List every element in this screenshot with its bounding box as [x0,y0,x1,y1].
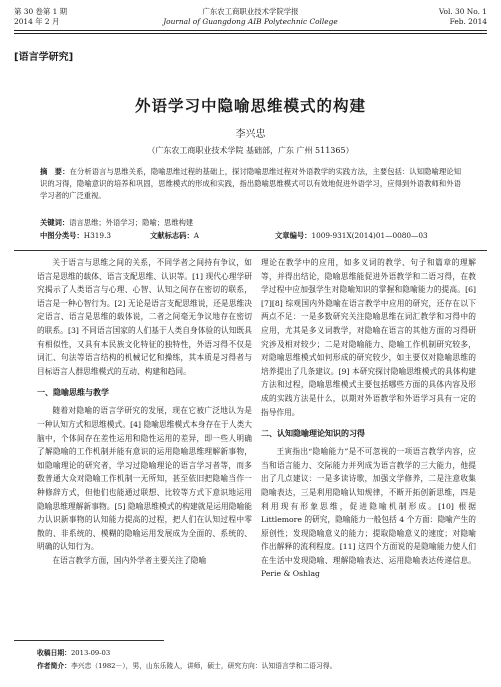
paragraph: 关于语言与思维之间的关系，不同学者之间持有争议，如语言是思维的载体、语言支配思维、认识等。[1] 现代心理学研究揭示了人类语言与心理、心智、认知之间存在密切的联系，语言是一种心智行为。[2] 无论是语言支配思维说，还是思维决定语言、语言是思维的载体说，二者之间毫无争议地存在密切的联系。[3] 不同语言国家的人们基于人类自身体验的认知既具有相似性，又具有本民族文化特征的独特性，外语习得不仅是词汇、句法等语言结构的机械记忆和操练，其本质是习得者与目标语言人群思维模式的互动、构建和趋同。 [37,258,252,376]
document-code [150,230,199,242]
section-heading-2: 二、认知隐喻理论知识的习得 [261,429,365,439]
footnote-rule [14,640,164,641]
article-author: 李兴忠 [235,129,266,140]
id-value: 1009-931X(2014)01—0080—03 [311,231,428,240]
header-center [14,7,487,27]
journal-name-cn: 广东农工商职业技术学院学报 [202,7,299,16]
clc-number [40,230,111,242]
section-heading-1: 一、隐喻思维与教学 [37,388,109,398]
doc-value: A [193,231,200,240]
footnote-received [37,648,110,658]
journal-name-en: Journal of Guangdong AIB Polytechnic College [163,17,338,26]
section-tag: [语言学研究] [14,52,74,63]
received-label: 收稿日期： [37,649,71,657]
paragraph: 随着对隐喻的语言学研究的发展，现在它被广泛地认为是一种认知方式和思维模式。[4] 隐喻思维模式本身存在于人类大脑中，个体间存在差性运用和隐性运用的差异，即一些人明确了解隐喻的工作机制并能有意识的运用隐喻思维理解新事物，如隐喻理论的研究者，学习过隐喻理论的语言学习者等，而多数普通大众对隐喻工作机制一无所知，甚至依旧把隐喻当作一种修辞方式，但他们也能通过联想、比较等方式下意识地运用隐喻思维理解新事物。[5] 隐喻思维模式的构建就是运用隐喻能力认识新事物的认知能力提高的过程，把人们在认知过程中零散的、非系统的、模糊的隐喻运用发展成为全面的、系统的、明确的认知行为。 [37,406,252,552]
paragraph: 王寅指出“隐喻能力”是不可忽视的一项语言教学内容，应当和语言能力、交际能力并列成为语言教学的三大能力，他提出了几点建议：一是多读诗歌，加强文学修养，二是注意收集隐喻表达，三是利用隐喻认知规律，不断开拓创新思维，四是利用现有形象思维，促进隐喻机制形成。[10] 根据 Littlemore 的研究，隐喻能力一般包括 4 个方面：隐喻产生的原创性；发现隐喻意义的能力；提取隐喻意义的速度；对隐喻作出解释的流利程度。[11] 这四个方面说的是隐喻能力使人们在生活中发现隐喻、理解隐喻表达、运用隐喻表达传递信息。Perie & Oshlag [261,447,476,579]
header-rule-thick [14,30,487,31]
author-bio: 李兴忠（1982－），男，山东乐陵人，讲师，硕士，研究方向：认知语言学和二语习得。 [70,662,337,670]
doc-label: 文献标志码： [150,231,194,240]
author-affiliation: （广东农工商职业技术学院 基础部，广东 广州 511365） [147,146,354,155]
abstract-label: 摘 要： [40,167,70,176]
abstract-text: 在分析语言与思维关系，隐喻思维过程的基础上，探讨隐喻思维过程对外语教学的实践方法，主要包括：认知隐喻理论知识的习得，隐喻意识的培养和巩固，思维模式的形成和实践，指出隐喻思维模式可以有效地促进外语学习，应得到外语教师和外语学习者的广泛重视。 [40,167,462,200]
received-date: 2013-09-03 [70,649,111,657]
abstract-divider [14,250,487,251]
header-rule-thin [14,33,487,34]
keywords-text: 语言思维；外语学习；隐喻；思维构建 [69,218,194,227]
publication-date: 2014 年 2 月 [14,17,60,26]
clc-label: 中图分类号： [40,231,84,240]
volume-issue: 第 30 卷第 1 期 [14,7,68,16]
header-right [439,7,487,27]
paragraph: 在语言教学方面，国内外学者主要关注了隐喻 [52,555,207,565]
clc-value: H319.3 [83,231,112,240]
keywords-label: 关键词： [40,218,70,227]
running-header [14,7,487,37]
body-column-right [261,256,476,630]
author-bio-label: 作者简介： [37,662,71,670]
id-label: 文章编号： [275,231,312,240]
publication-date-en: Feb. 2014 [449,17,487,26]
keywords [40,217,461,229]
body-column-left [37,256,252,636]
article-title: 外语学习中隐喻思维模式的构建 [134,97,366,115]
footnote-author [37,661,336,671]
volume-issue-en: Vol. 30 No. 1 [438,7,487,16]
article-id [275,230,428,242]
abstract [40,166,461,201]
paragraph: 理论在教学中的应用，如多义词的教学、句子和篇章的理解等，并得出结论，隐喻思维能促进外语教学和二语习得，在教学过程中应加强学生对隐喻知识的掌握和隐喻能力的提高。[6][7][8] 综观国内外隐喻在语言教学中应用的研究，还存在以下两点不足：一是多数研究关注隐喻思维在词汇教学和习得中的应用，尤其是多义词教学，对隐喻在语言的其他方面的习得研究涉及相对较少；二是对隐喻能力、隐喻工作机制研究较多，对隐喻思维模式如何形成的研究较少，如主要仅对隐喻思维的培养提出了几条建议。[9] 本研究探讨隐喻思维模式的具体构建方法和过程，隐喻思维模式主要包括哪些方面的具体内容及形成的实践方法是什么，以期对外语教学和外语学习具有一定的指导作用。 [261,258,476,417]
